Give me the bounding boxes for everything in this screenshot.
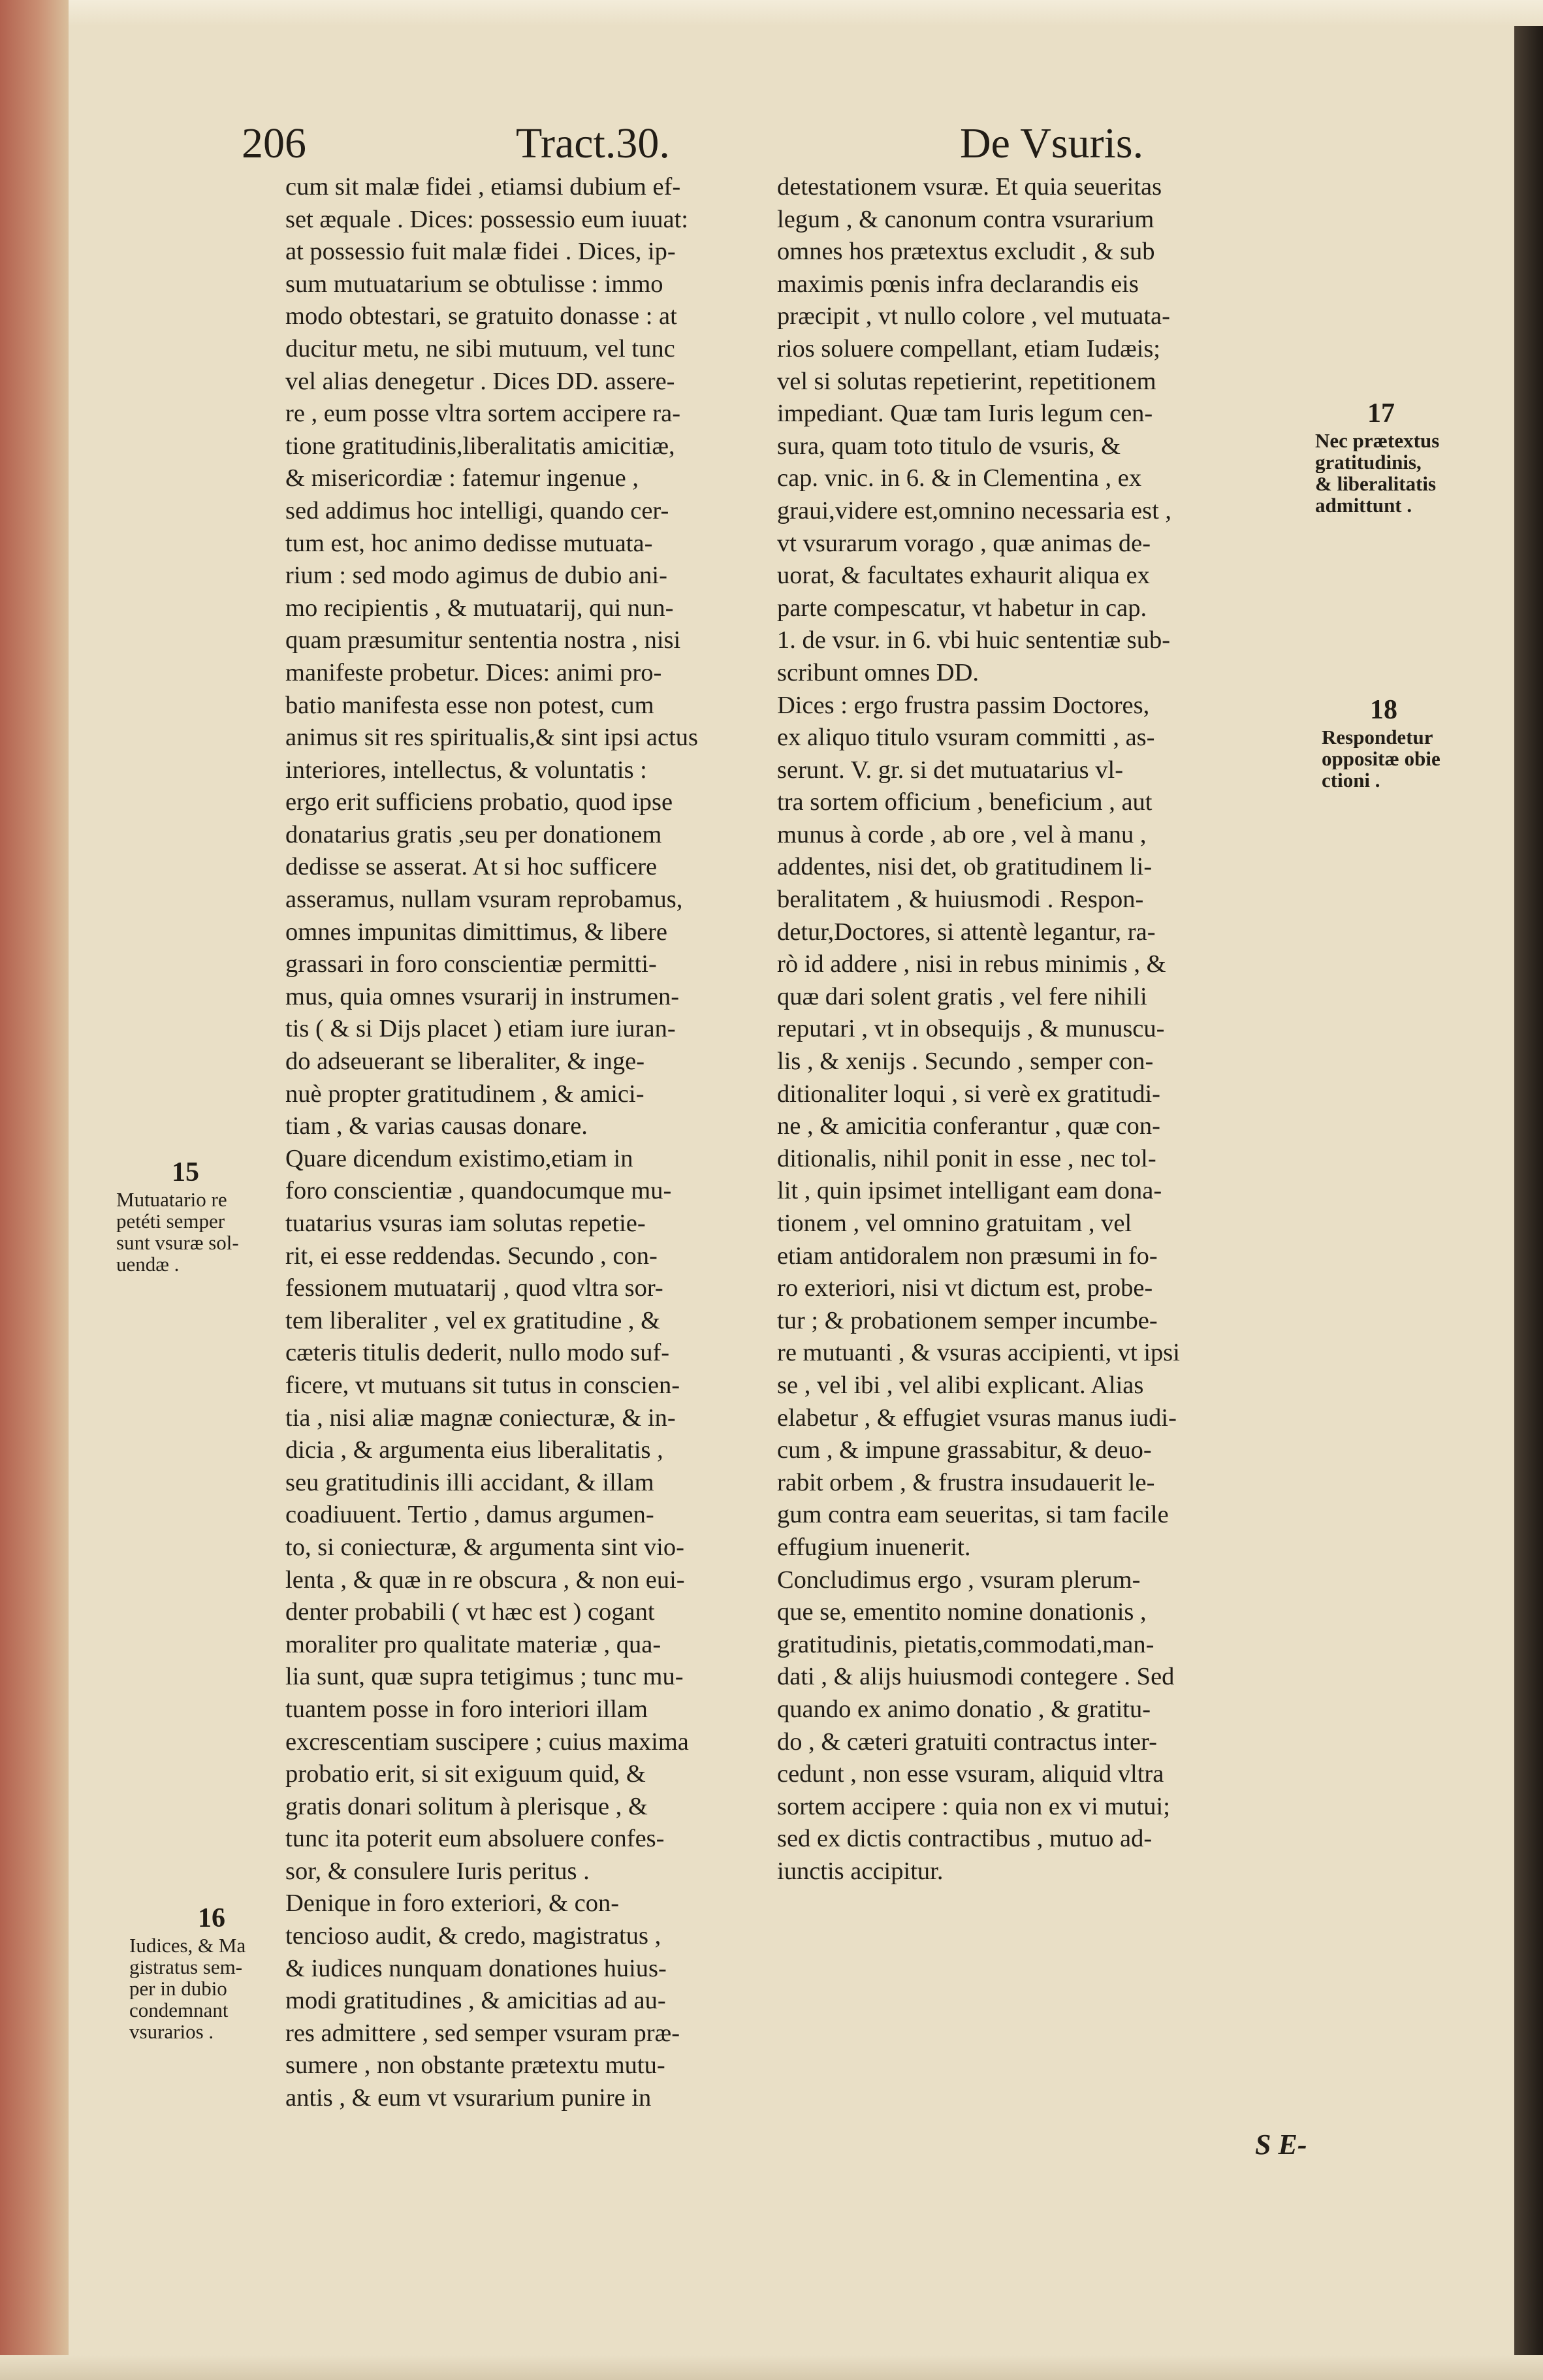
text-line: coadiuuent. Tertio , damus argumen-: [285, 1501, 654, 1529]
text-line: tiam , & varias causas donare.: [285, 1112, 588, 1140]
text-line: maximis pœnis infra declarandis eis: [777, 270, 1139, 298]
page-bottom-strip: [0, 2355, 1543, 2380]
text-line: rios soluere compellant, etiam Iudæis;: [777, 334, 1160, 362]
text-line: præcipit , vt nullo colore , vel mutuata-: [777, 302, 1170, 330]
text-line: tunc ita poterit eum absoluere confes-: [285, 1825, 665, 1853]
text-line: seu gratitudinis illi accidant, & illam: [285, 1468, 654, 1496]
text-line: que se, ementito nomine donationis ,: [777, 1598, 1147, 1626]
running-header: [242, 118, 1182, 170]
margin-note-line: ctioni .: [1322, 769, 1380, 791]
text-line: foro conscientiæ , quandocumque mu-: [285, 1177, 672, 1205]
text-line: gum contra eam seueritas, si tam facile: [777, 1501, 1169, 1529]
text-line: sed ex dictis contractibus , mutuo ad-: [777, 1825, 1153, 1853]
text-line: animus sit res spiritualis,& sint ipsi actus: [285, 724, 699, 752]
margin-note-line: gistratus sem-: [129, 1956, 243, 1978]
text-line: cæteris titulis dederit, nullo modo suf-: [285, 1339, 670, 1367]
margin-note-line: condemnant: [129, 1999, 229, 2021]
text-line: sed addimus hoc intelligi, quando cer-: [285, 496, 669, 524]
text-line: lia sunt, quæ supra tetigimus ; tunc mu-: [285, 1663, 684, 1691]
text-line: rò id addere , nisi in rebus minimis , &: [777, 950, 1166, 978]
text-line: parte compescatur, vt habetur in cap.: [777, 594, 1147, 622]
margin-note-line: petéti semper: [116, 1210, 225, 1232]
text-line: sor, & consulere Iuris peritus .: [285, 1857, 590, 1885]
margin-note-number: 17: [1367, 398, 1395, 428]
text-line: do adseuerant se liberaliter, & inge-: [285, 1048, 645, 1076]
text-line: tra sortem officium , beneficium , aut: [777, 788, 1153, 816]
text-line: do , & cæteri gratuiti contractus inter-: [777, 1728, 1157, 1756]
text-line: omnes hos prætextus excludit , & sub: [777, 238, 1155, 266]
text-line: re , eum posse vltra sortem accipere ra-: [285, 400, 681, 428]
text-line: tem liberaliter , vel ex gratitudine , &: [285, 1306, 661, 1334]
text-line: tum est, hoc animo dedisse mutuata-: [285, 529, 653, 557]
text-line: cedunt , non esse vsuram, aliquid vltra: [777, 1760, 1164, 1788]
margin-note-line: Nec prætextus: [1315, 430, 1440, 451]
text-line: dedisse se asserat. At si hoc sufficere: [285, 853, 658, 881]
text-line: excrescentiam suscipere ; cuius maxima: [285, 1728, 689, 1756]
text-line: detestationem vsuræ. Et quia seueritas: [777, 173, 1162, 201]
text-line: moraliter pro qualitate materiæ , qua-: [285, 1630, 661, 1658]
text-line: Quare dicendum existimo,etiam in: [285, 1144, 633, 1172]
text-line: quam præsumitur sententia nostra , nisi: [285, 626, 681, 654]
text-line: tia , nisi aliæ magnæ coniecturæ, & in-: [285, 1404, 676, 1432]
text-line: tuantem posse in foro interiori illam: [285, 1695, 648, 1723]
text-line: ergo erit sufficiens probatio, quod ipse: [285, 788, 673, 816]
left-text-column: [285, 171, 821, 2124]
text-line: iunctis accipitur.: [777, 1857, 944, 1885]
margin-note-number: 15: [172, 1157, 199, 1187]
text-line: to, si coniecturæ, & argumenta sint vio-: [285, 1533, 684, 1561]
text-line: at possessio fuit malæ fidei . Dices, ip-: [285, 238, 676, 266]
margin-note-number: 16: [198, 1903, 225, 1933]
text-line: ne , & amicitia conferantur , quæ con-: [777, 1112, 1160, 1140]
text-line: antis , & eum vt vsurarium punire in: [285, 2084, 652, 2112]
text-line: donatarius gratis ,seu per donationem: [285, 820, 662, 848]
text-line: re mutuanti , & vsuras accipienti, vt ipsi: [777, 1339, 1180, 1367]
right-text-column: [777, 171, 1307, 1908]
text-line: omnes impunitas dimittimus, & libere: [285, 918, 667, 946]
text-line: tencioso audit, & credo, magistratus ,: [285, 1922, 661, 1950]
text-line: interiores, intellectus, & voluntatis :: [285, 756, 647, 784]
margin-note-16: [129, 1902, 246, 2042]
text-line: Dices : ergo frustra passim Doctores,: [777, 691, 1150, 719]
text-line: set æquale . Dices: possessio eum iuuat:: [285, 205, 688, 233]
text-line: vt vsurarum vorago , quæ animas de-: [777, 529, 1151, 557]
margin-note-number: 18: [1370, 695, 1397, 725]
text-line: tis ( & si Dijs placet ) etiam iure iuran-: [285, 1015, 676, 1043]
catchword: S E-: [1255, 2129, 1307, 2161]
text-line: beralitatem , & huiusmodi . Respon-: [777, 886, 1144, 914]
text-line: dicia , & argumenta eius liberalitatis ,: [285, 1436, 663, 1464]
margin-note-18: [1322, 694, 1440, 791]
margin-note-line: Respondetur: [1322, 726, 1433, 748]
text-line: fessionem mutuatarij , quod vltra sor-: [285, 1274, 663, 1302]
text-line: Concludimus ergo , vsuram plerum-: [777, 1566, 1141, 1594]
text-line: legum , & canonum contra vsurarium: [777, 205, 1154, 233]
text-line: uorat, & facultates exhaurit aliqua ex: [777, 562, 1150, 590]
text-line: sumere , non obstante prætextu mutu-: [285, 2051, 665, 2080]
text-line: graui,videre est,omnino necessaria est ,: [777, 496, 1172, 524]
text-line: impediant. Quæ tam Iuris legum cen-: [777, 400, 1153, 428]
text-line: & iudices nunquam donationes huius-: [285, 1954, 667, 1982]
text-line: reputari , vt in obsequijs , & munuscu-: [777, 1015, 1165, 1043]
margin-note-line: vsurarios .: [129, 2021, 214, 2042]
text-line: lenta , & quæ in re obscura , & non eui-: [285, 1566, 685, 1594]
margin-note-17: [1315, 397, 1439, 516]
margin-note-line: admittunt .: [1315, 494, 1412, 516]
text-line: modi gratitudines , & amicitias ad au-: [285, 1987, 666, 2015]
text-line: detur,Doctores, si attentè legantur, ra-: [777, 918, 1156, 946]
text-line: rit, ei esse reddendas. Secundo , con-: [285, 1242, 658, 1270]
text-line: nuè propter gratitudinem , & amici-: [285, 1080, 644, 1108]
text-line: res admittere , sed semper vsuram præ-: [285, 2019, 680, 2047]
margin-note-line: Iudices, & Ma: [129, 1935, 246, 1956]
text-line: mo recipientis , & mutuatarij, qui nun-: [285, 594, 674, 622]
text-line: munus à corde , ab ore , vel à manu ,: [777, 820, 1147, 848]
text-line: ro exteriori, nisi vt dictum est, probe-: [777, 1274, 1153, 1302]
text-line: & misericordiæ : fatemur ingenue ,: [285, 464, 639, 492]
text-line: probatio erit, si sit exiguum quid, &: [285, 1760, 646, 1788]
text-line: ficere, vt mutuans sit tutus in conscien-: [285, 1371, 680, 1399]
page-top-strip: [0, 0, 1543, 26]
text-line: cap. vnic. in 6. & in Clementina , ex: [777, 464, 1142, 492]
margin-note-line: Mutuatario re: [116, 1189, 227, 1210]
text-line: quando ex animo donatio , & gratitu-: [777, 1695, 1151, 1723]
text-line: vel si solutas repetierint, repetitionem: [777, 367, 1156, 395]
text-line: sortem accipere : quia non ex vi mutui;: [777, 1792, 1170, 1820]
text-line: vel alias denegetur . Dices DD. assere-: [285, 367, 675, 395]
text-line: modo obtestari, se gratuito donasse : at: [285, 302, 677, 330]
text-line: lit , quin ipsimet intelligant eam dona-: [777, 1177, 1162, 1205]
margin-note-line: per in dubio: [129, 1978, 227, 1999]
tractatus-label: Tract.30.: [516, 120, 670, 167]
text-line: grassari in foro conscientiæ permitti-: [285, 950, 657, 978]
page-edge-right: [1514, 26, 1543, 2380]
text-line: gratis donari solitum à plerisque , &: [285, 1792, 648, 1820]
margin-note-line: gratitudinis,: [1315, 451, 1422, 473]
margin-note-line: uendæ .: [116, 1253, 180, 1275]
margin-note-15: [116, 1156, 239, 1275]
margin-note-line: & liberalitatis: [1315, 473, 1437, 494]
text-line: Denique in foro exteriori, & con-: [285, 1890, 620, 1918]
text-line: elabetur , & effugiet vsuras manus iudi-: [777, 1404, 1177, 1432]
text-line: 1. de vsur. in 6. vbi huic sententiæ sub-: [777, 626, 1171, 654]
text-line: lis , & xenijs . Secundo , semper con-: [777, 1048, 1154, 1076]
text-line: asseramus, nullam vsuram reprobamus,: [285, 886, 683, 914]
text-line: ditionaliter loqui , si verè ex gratitudi-: [777, 1080, 1160, 1108]
text-line: etiam antidoralem non præsumi in fo-: [777, 1242, 1158, 1270]
text-line: rium : sed modo agimus de dubio ani-: [285, 562, 667, 590]
margin-note-line: oppositæ obie: [1322, 748, 1440, 769]
text-line: manifeste probetur. Dices: animi pro-: [285, 658, 662, 686]
text-line: sum mutuatarium se obtulisse : immo: [285, 270, 663, 298]
text-line: ex aliquo titulo vsuram committi , as-: [777, 724, 1155, 752]
text-line: ducitur metu, ne sibi mutuum, vel tunc: [285, 334, 675, 362]
text-line: tur ; & probationem semper incumbe-: [777, 1306, 1158, 1334]
text-line: se , vel ibi , vel alibi explicant. Alias: [777, 1371, 1144, 1399]
text-line: scribunt omnes DD.: [777, 658, 979, 686]
text-line: tionem , vel omnino gratuitam , vel: [777, 1210, 1132, 1237]
text-line: mus, quia omnes vsurarij in instrumen-: [285, 982, 680, 1010]
text-line: sura, quam toto titulo de vsuris, &: [777, 432, 1121, 460]
text-line: quæ dari solent gratis , vel fere nihili: [777, 982, 1147, 1010]
text-line: tione gratitudinis,liberalitatis amicitiæ,: [285, 432, 675, 460]
margin-note-line: sunt vsuræ sol-: [116, 1232, 239, 1253]
text-line: serunt. V. gr. si det mutuatarius vl-: [777, 756, 1124, 784]
text-line: cum , & impune grassabitur, & deuo-: [777, 1436, 1152, 1464]
page-number: 206: [242, 120, 306, 167]
text-line: gratitudinis, pietatis,commodati,man-: [777, 1630, 1154, 1658]
text-line: cum sit malæ fidei , etiamsi dubium ef-: [285, 173, 681, 201]
running-title: De Vsuris.: [960, 120, 1144, 167]
text-line: denter probabili ( vt hæc est ) cogant: [285, 1598, 655, 1626]
text-line: rabit orbem , & frustra insudauerit le-: [777, 1468, 1155, 1496]
text-line: dati , & alijs huiusmodi contegere . Sed: [777, 1663, 1175, 1691]
page-edge-left: [0, 0, 69, 2380]
text-line: tuatarius vsuras iam solutas repetie-: [285, 1210, 646, 1237]
text-line: effugium inuenerit.: [777, 1533, 971, 1561]
text-line: batio manifesta esse non potest, cum: [285, 691, 654, 719]
text-line: ditionalis, nihil ponit in esse , nec tol-: [777, 1144, 1156, 1172]
text-line: addentes, nisi det, ob gratitudinem li-: [777, 853, 1153, 881]
